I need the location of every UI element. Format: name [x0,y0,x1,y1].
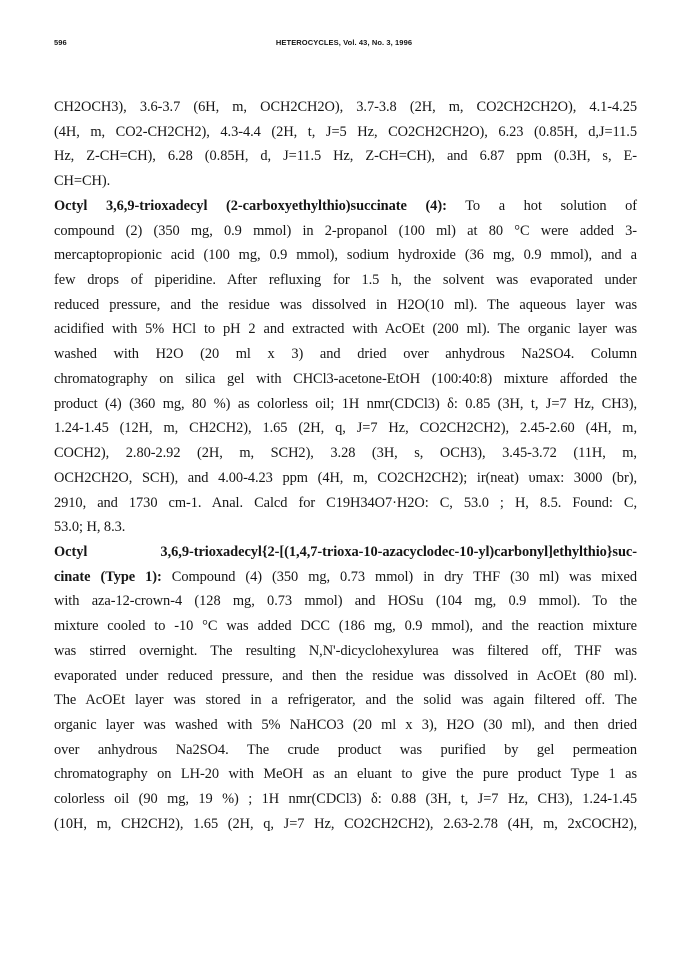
paragraph-title: Octyl 3,6,9-trioxadecyl (2-carboxyethylthio)succinate (4): [54,197,447,214]
text-line: (4H, m, CO2-CH2CH2), 4.3-4.4 (2H, t, J=5 Hz, CO2CH2CH2O), 6.23 (0.85H, d,J=11.5 [54,123,637,140]
text-line: reduced pressure, and the residue was dissolved in H2O(10 ml). The aqueous layer was [54,296,637,313]
paragraph-title-line: cinate (Type 1): [54,568,162,585]
text-line-with-title [54,194,637,219]
text-line: chromatography on silica gel with CHCl3-acetone-EtOH (100:40:8) mixture afforded the [54,370,637,387]
text-line: with aza-12-crown-4 (128 mg, 0.73 mmol) and HOSu (104 mg, 0.9 mmol). To the [54,593,637,610]
paragraph-title-line: Octyl 3,6,9-trioxadecyl{2-[(1,4,7-trioxa-10-azacyclodec-10-yl)carbonyl]ethylthio}suc- [54,543,637,560]
paragraph-compound-4 [54,194,637,540]
text-line: acidified with 5% HCl to pH 2 and extracted with AcOEt (200 ml). The organic layer was [54,321,637,338]
text-line: OCH2CH2O, SCH), and 4.00-4.23 ppm (4H, m, CO2CH2CH2); ir(neat) υmax: 3000 (br), [54,469,637,486]
text-line: evaporated under reduced pressure, and then the residue was dissolved in AcOEt (80 ml). [54,667,637,684]
text-run: To a hot solution of [446,197,637,214]
text-line: few drops of piperidine. After refluxing for 1.5 h, the solvent was evaporated under [54,272,637,289]
text-line: mercaptopropionic acid (100 mg, 0.9 mmol), sodium hydroxide (36 mg, 0.9 mmol), and a [54,247,637,264]
text-line: 1.24-1.45 (12H, m, CH2CH2), 1.65 (2H, q, J=7 Hz, CO2CH2CH2), 2.45-2.60 (4H, m, [54,420,637,437]
paragraph-type-1 [54,540,637,837]
text-line: was stirred overnight. The resulting N,N'-dicyclohexylurea was filtered off, THF was [54,642,637,659]
text-run: Compound (4) (350 mg, 0.73 mmol) in dry THF (30 ml) was mixed [161,568,637,585]
text-line-with-title [54,565,637,590]
text-line: washed with H2O (20 ml x 3) and dried over anhydrous Na2SO4. Column [54,346,637,363]
paragraph-nmr-continued [54,95,637,194]
text-line: The AcOEt layer was stored in a refrigerator, and the solid was again filtered off. The [54,692,637,709]
article-body [54,95,637,837]
text-line: 53.0; H, 8.3. [54,519,126,536]
page-number: 596 [54,38,67,47]
text-line: chromatography on LH-20 with MeOH as an eluant to give the pure product Type 1 as [54,766,637,783]
text-line: product (4) (360 mg, 80 %) as colorless oil; 1H nmr(CDCl3) δ: 0.85 (3H, t, J=7 Hz, CH3), [54,395,637,412]
text-line: organic layer was washed with 5% NaHCO3 (20 ml x 3), H2O (30 ml), and then dried [54,716,637,733]
text-line: CH2OCH3), 3.6-3.7 (6H, m, OCH2CH2O), 3.7-3.8 (2H, m, CO2CH2CH2O), 4.1-4.25 [54,99,637,115]
text-line: 2910, and 1730 cm-1. Anal. Calcd for C19H34O7·H2O: C, 53.0 ; H, 8.5. Found: C, [54,494,637,511]
text-line: mixture cooled to -10 °C was added DCC (186 mg, 0.9 mmol), and the reaction mixture [54,618,637,635]
text-line: COCH2), 2.80-2.92 (2H, m, SCH2), 3.28 (3H, s, OCH3), 3.45-3.72 (11H, m, [54,445,637,462]
text-line: CH=CH). [54,173,111,190]
text-line: Hz, Z-CH=CH), 6.28 (0.85H, d, J=11.5 Hz, Z-CH=CH), and 6.87 ppm (0.3H, s, E- [54,148,637,165]
text-line: (10H, m, CH2CH2), 1.65 (2H, q, J=7 Hz, CO2CH2CH2), 2.63-2.78 (4H, m, 2xCOCH2), [54,815,637,832]
running-head: HETEROCYCLES, Vol. 43, No. 3, 1996 [275,38,413,47]
text-line: compound (2) (350 mg, 0.9 mmol) in 2-propanol (100 ml) at 80 °C were added 3- [54,222,637,239]
page-header [0,38,688,54]
paragraph-title [54,540,637,565]
text-line: colorless oil (90 mg, 19 %) ; 1H nmr(CDCl3) δ: 0.88 (3H, t, J=7 Hz, CH3), 1.24-1.45 [54,791,637,808]
text-line: over anhydrous Na2SO4. The crude product was purified by gel permeation [54,741,637,758]
